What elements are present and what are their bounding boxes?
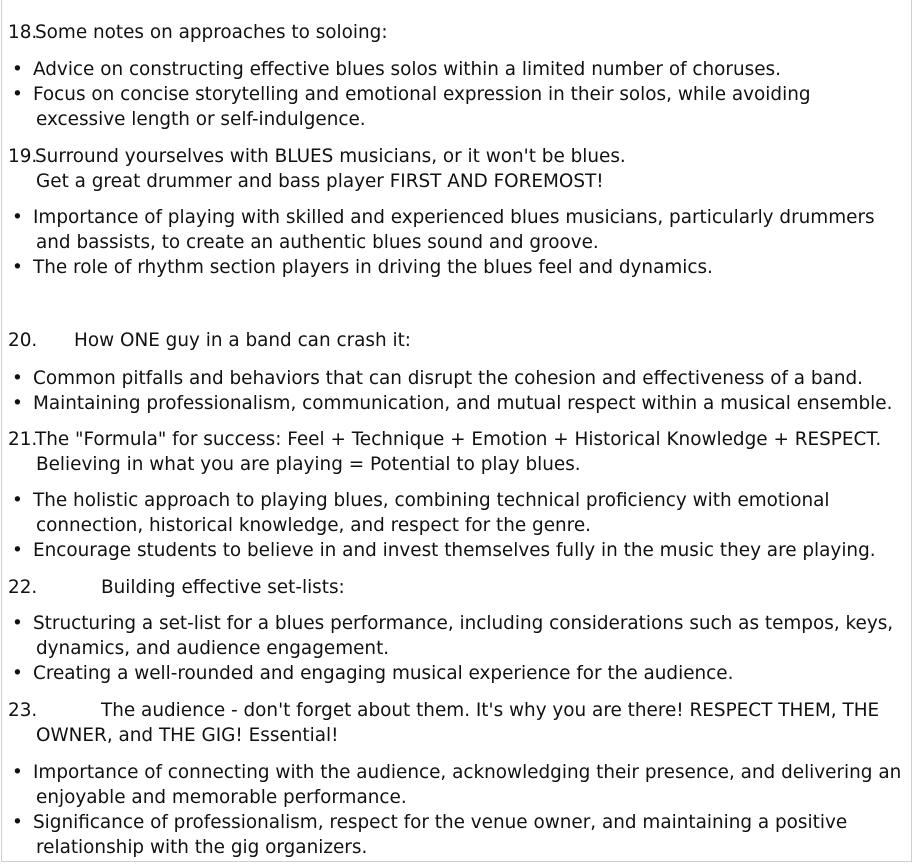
heading-text: Believing in what you are playing = Potential to play blues. (36, 454, 581, 475)
bullet-text: Advice on constructing effective blues solos within a limited number of choruses. (33, 59, 781, 80)
bullet-text: Encourage students to believe in and invest themselves fully in the music they are playing. (33, 540, 876, 561)
bullet-text: excessive length or self-indulgence. (36, 109, 366, 130)
heading-text: Get a great drummer and bass player FIRST AND FOREMOST! (36, 171, 604, 192)
document-page (1, 0, 912, 862)
bullet-text: Focus on concise storytelling and emotional expression in their solos, while avoiding (33, 84, 811, 105)
bullet-icon: • (12, 257, 23, 278)
bullet-icon: • (12, 84, 23, 105)
heading-text: How ONE guy in a band can crash it: (74, 330, 411, 351)
heading-text: Some notes on approaches to soloing: (35, 22, 388, 43)
bullet-text: connection, historical knowledge, and respect for the genre. (36, 515, 591, 536)
bullet-icon: • (12, 207, 23, 228)
item-number: 18. (8, 22, 38, 43)
bullet-icon: • (12, 59, 23, 80)
heading-text: The audience - don't forget about them. It's why you are there! RESPECT THEM, THE (101, 700, 880, 721)
bullet-text: Significance of professionalism, respect for the venue owner, and maintaining a positive (33, 812, 848, 833)
bullet-text: relationship with the gig organizers. (36, 837, 368, 858)
heading-text: OWNER, and THE GIG! Essential! (36, 725, 339, 746)
bullet-icon: • (12, 613, 23, 634)
bullet-text: and bassists, to create an authentic blues sound and groove. (36, 232, 599, 253)
heading-text: Building effective set-lists: (101, 577, 345, 598)
bullet-text: The role of rhythm section players in driving the blues feel and dynamics. (33, 257, 713, 278)
bullet-icon: • (12, 490, 23, 511)
bullet-text: Structuring a set-list for a blues performance, including considerations such as tempos, keys, (33, 613, 894, 634)
heading-text: Surround yourselves with BLUES musicians, or it won't be blues. (35, 146, 626, 167)
bullet-text: Importance of playing with skilled and experienced blues musicians, particularly drummers (33, 207, 875, 228)
bullet-text: Creating a well-rounded and engaging musical experience for the audience. (33, 663, 734, 684)
bullet-icon: • (12, 812, 23, 833)
bullet-icon: • (12, 393, 23, 414)
bullet-text: enjoyable and memorable performance. (36, 787, 407, 808)
item-number: 23. (8, 700, 38, 721)
item-number: 21. (8, 429, 38, 450)
bullet-icon: • (12, 540, 23, 561)
bullet-icon: • (12, 663, 23, 684)
item-number: 19. (8, 146, 38, 167)
heading-text: The "Formula" for success: Feel + Technique + Emotion + Historical Knowledge + RESPECT. (35, 429, 882, 450)
bullet-text: The holistic approach to playing blues, combining technical proficiency with emotional (33, 490, 830, 511)
item-number: 20. (8, 330, 38, 351)
bullet-text: Maintaining professionalism, communication, and mutual respect within a musical ensemble. (33, 393, 893, 414)
bullet-icon: • (12, 762, 23, 783)
bullet-text: Importance of connecting with the audience, acknowledging their presence, and delivering an (33, 762, 902, 783)
item-number: 22. (8, 577, 38, 598)
bullet-text: dynamics, and audience engagement. (36, 638, 390, 659)
bullet-icon: • (12, 368, 23, 389)
bullet-text: Common pitfalls and behaviors that can disrupt the cohesion and effectiveness of a band. (33, 368, 864, 389)
